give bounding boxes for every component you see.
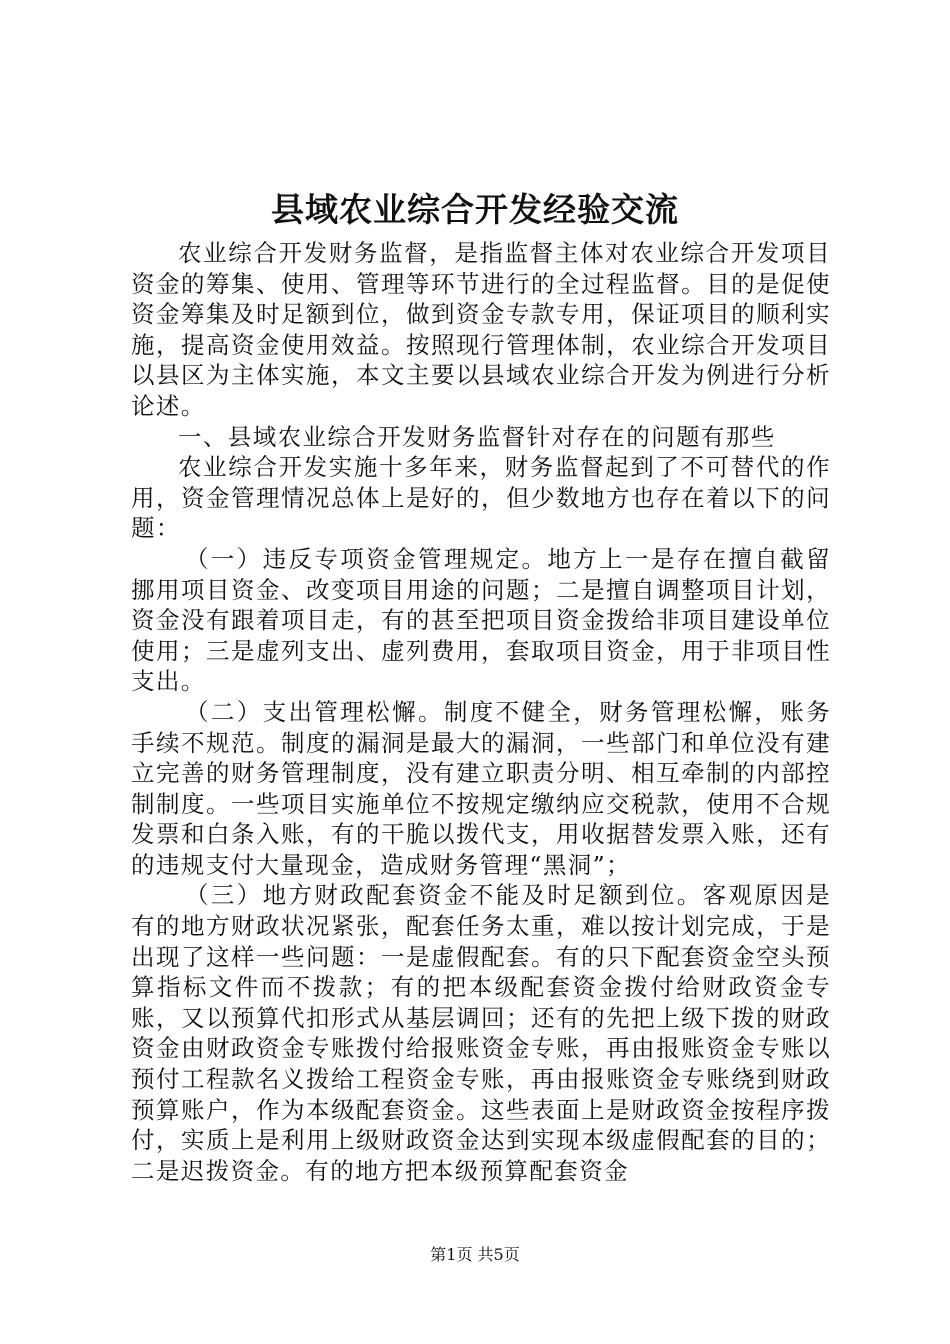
paragraph-problem-3: （三）地方财政配套资金不能及时足额到位。客观原因是有的地方财政状况紧张，配套任务太重，难以按计划完成，于是出现了这样一些问题：一是虚假配套。有的只下配套资金空头预算指标文件而不拨款；有的把本级配套资金拨付给财政资金专账，又以预算代扣形式从基层调回；还有的先把上级下拨的财政资金由财政资金专账拨付给报账资金专账，再由报账资金专账以预付工程款名义拨给工程资金专账，再由报账资金专账绕到财政预算账户，作为本级配套资金。这些表面上是财政资金按程序拨付，实质上是利用上级财政资金达到实现本级虚假配套的目的；二是迟拨资金。有的地方把本级预算配套资金: [131, 881, 831, 1185]
page-footer: 第1页 共5页: [430, 1245, 520, 1264]
paragraph-problem-1: （一）违反专项资金管理规定。地方上一是存在擅自截留挪用项目资金、改变项目用途的问题；二是擅自调整项目计划，资金没有跟着项目走，有的甚至把项目资金拨给非项目建设单位使用；三是虚列支出、虚列费用，套取项目资金，用于非项目性支出。: [131, 544, 831, 696]
page-title: 县域农业综合开发经验交流: [271, 190, 679, 229]
document-body: [131, 238, 831, 1186]
paragraph-problem-2: （二）支出管理松懈。制度不健全，财务管理松懈，账务手续不规范。制度的漏洞是最大的漏洞，一些部门和单位没有建立完善的财务管理制度，没有建立职责分明、相互牵制的内部控制制度。一些项目实施单位不按规定缴纳应交税款，使用不合规发票和白条入账，有的干脆以拨代支，用收据替发票入账，还有的违规支付大量现金，造成财务管理“黑洞”；: [131, 697, 831, 879]
paragraph-problems-intro: 农业综合开发实施十多年来，财务监督起到了不可替代的作用，资金管理情况总体上是好的，但少数地方也存在着以下的问题：: [131, 453, 831, 543]
section-heading-1: 一、县域农业综合开发财务监督针对存在的问题有那些: [178, 422, 776, 451]
paragraph-intro: 农业综合开发财务监督，是指监督主体对农业综合开发项目资金的筹集、使用、管理等环节进行的全过程监督。目的是促使资金筹集及时足额到位，做到资金专款专用，保证项目的顺利实施，提高资金使用效益。按照现行管理体制，农业综合开发项目以县区为主体实施，本文主要以县域农业综合开发为例进行分析论述。: [131, 239, 831, 420]
